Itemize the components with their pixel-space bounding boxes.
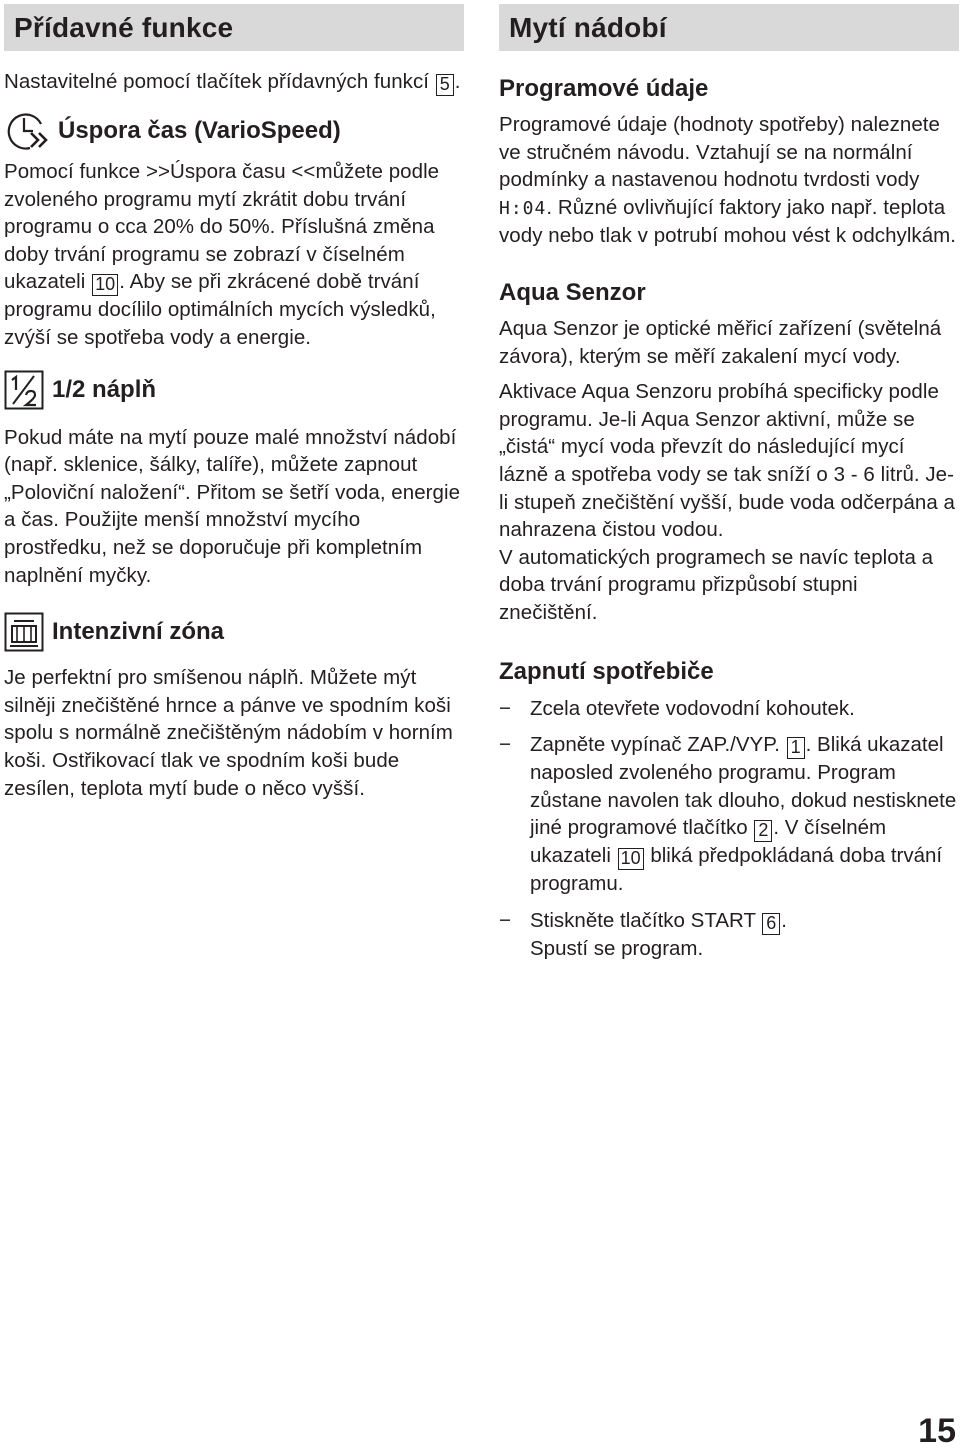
intensive-zone-icon [4,612,44,652]
key-reference: 10 [92,274,118,296]
water-hardness-display: H:04 [499,197,547,219]
dash-bullet: − [499,908,511,932]
aqua-sensor-text-2: Aktivace Aqua Senzoru probíhá specificky podle programu. Je-li Aqua Senzor aktivní, může se „čistá“ mycí voda převzít do následující mycí lázně a spotřeba vody se tak sníží o 3 - 6 litrů. Je-li stupeň znečištění vyšší, bude voda odčerpána a nahrazena čistou vodou. [499,380,956,542]
switch-on-title: Zapnutí spotřebiče [499,657,714,685]
left-column [4,4,464,802]
aqua-sensor-text-1: Aqua Senzor je optické měřicí zařízení (světelná závora), kterým se měří zakalení mycí vody. [499,316,942,368]
half-load-icon [4,370,44,410]
half-load-title: 1/2 náplň [52,375,157,403]
key-reference: 5 [436,74,454,96]
variospeed-text: Pomocí funkce >>Úspora času <<můžete podle zvoleného programu mytí zkrátit dobu trvání programu o cca 20% do 50%. Příslušná změna doby trvání programu se zobrazí v číselném ukazateli 10 . Aby se při zkrácené době trvání programu docílilo optimálních mycích výsledků, zvýší se spotřeba vody a energie. [4,160,440,349]
key-reference: 10 [618,848,644,870]
switch-on-steps [499,695,959,963]
section-header-additional-functions: Přídavné funkce [4,4,464,51]
section-header-dishwashing: Mytí nádobí [499,4,959,51]
dash-bullet: − [499,696,511,720]
aqua-sensor-title: Aqua Senzor [499,278,646,306]
page-number: 15 [918,1412,956,1450]
key-reference: 2 [754,820,772,842]
intensive-zone-title: Intenzivní zóna [52,618,225,646]
list-item: − Zapněte vypínač ZAP./VYP. 1 . Bliká ukazatel naposled zvoleného programu. Program zůstane navolen tak dlouho, dokud nestisknete jiné programové tlačítko 2 . V číselném ukazateli 10 bliká předpokládaná doba trvání programu. [499,733,957,896]
half-load-heading [4,370,464,410]
list-item: − Stiskněte tlačítko START 6 . Spustí se program. [499,908,787,960]
right-column [499,4,959,962]
variospeed-title: Úspora čas (VarioSpeed) [58,117,341,144]
program-data-text: Programové údaje (hodnoty spotřeby) naleznete ve stručném návodu. Vztahují se na normální podmínky a nastavenou hodnotu tvrdosti vody H:04. Různé ovlivňující faktory jako např. teplota vody nebo tlak v potrubí mohou vést k odchylkám. [499,113,957,248]
aqua-sensor-text-3: V automatických programech se navíc teplota a doba trvání programu přizpůsobí stupni znečištění. [499,545,934,624]
key-reference: 6 [762,913,780,935]
clock-fast-icon [4,110,50,152]
program-data-title: Programové údaje [499,75,709,102]
dash-bullet: − [499,733,511,757]
half-load-text: Pokud máte na mytí pouze malé množství nádobí (např. sklenice, šálky, talíře), můžete zapnout „Poloviční naložení“. Přitom se šetří voda, energie a čas. Použijte menší množství mycího prostředku, než se doporučuje při kompletním naplnění myčky. [4,425,461,587]
intensive-zone-heading [4,612,464,652]
list-item: − Zcela otevřete vodovodní kohoutek. [499,695,959,723]
intensive-zone-text: Je perfektní pro smíšenou náplň. Můžete mýt silněji znečištěné hrnce a pánve ve spodním koši spolu s normálně znečištěným nádobím v horním koši. Ostřikovací tlak ve spodním koši bude zesílen, teplota mytí bude o něco vyšší. [4,666,453,800]
intro-paragraph: Nastavitelné pomocí tlačítek přídavných funkcí 5 . [4,70,461,94]
variospeed-heading [4,110,464,152]
key-reference: 1 [787,737,805,759]
